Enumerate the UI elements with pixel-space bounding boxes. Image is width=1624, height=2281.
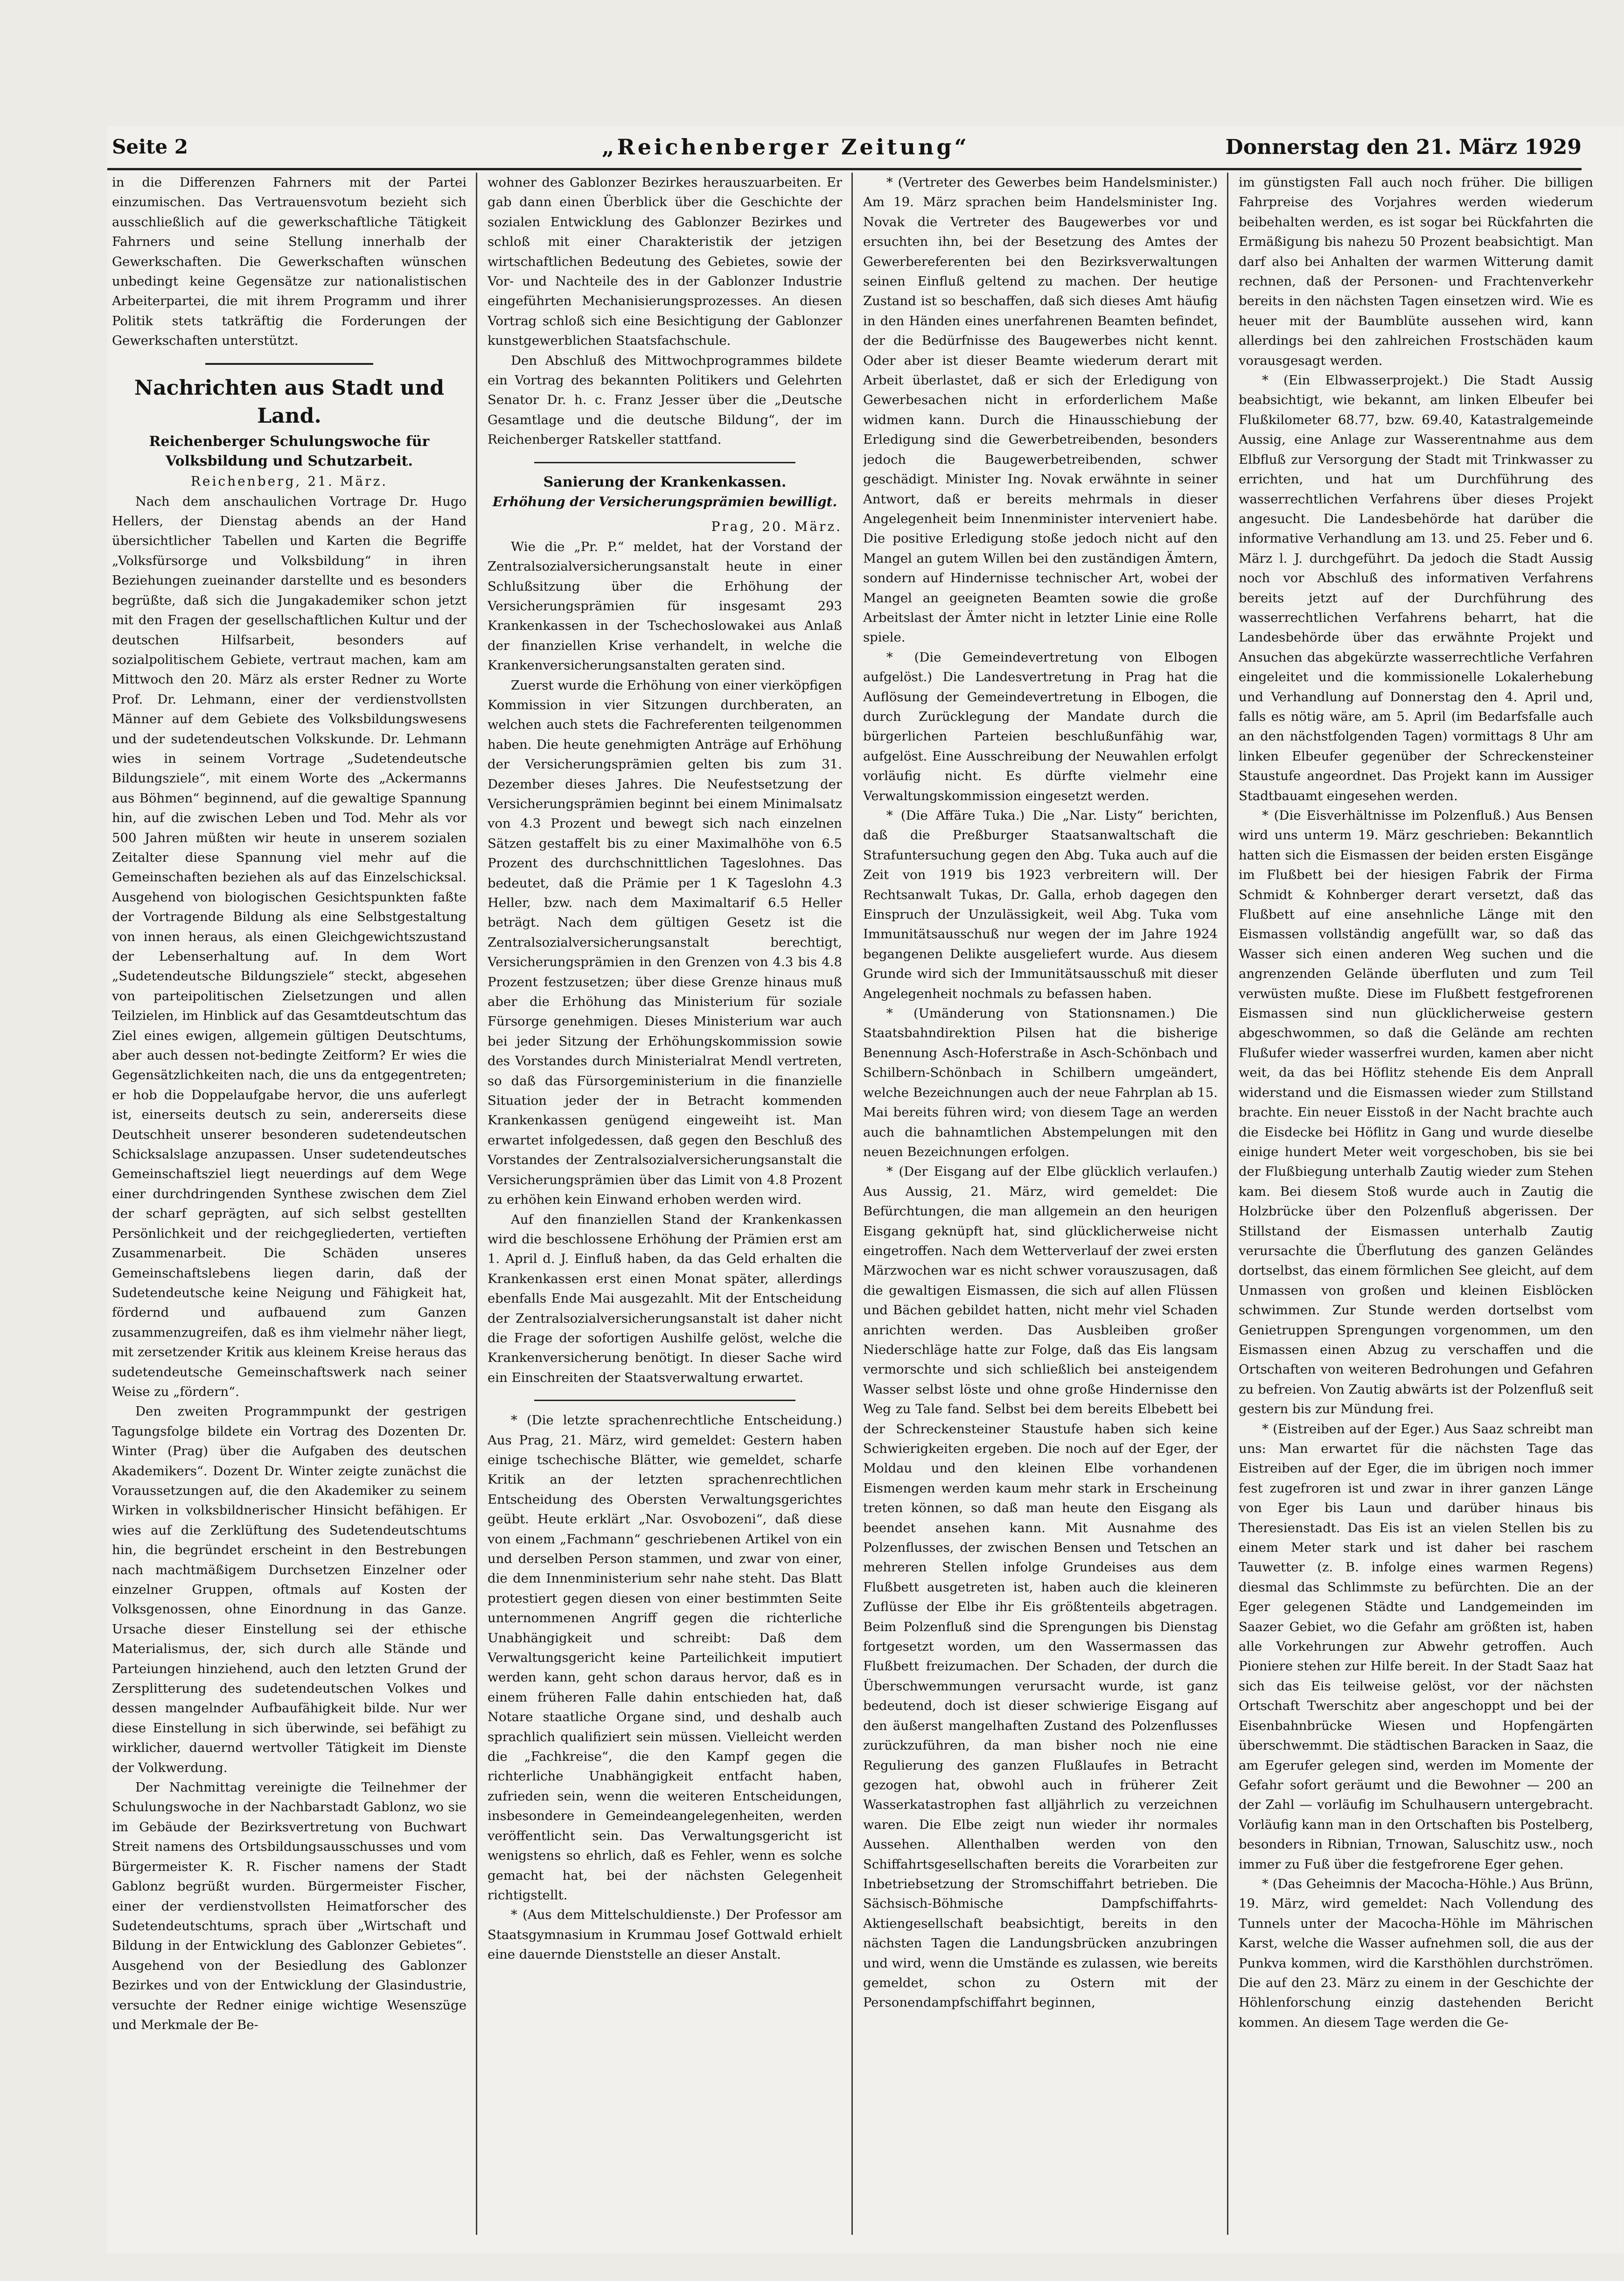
dateline: Reichenberg, 21. März. [190, 473, 388, 489]
column-rule [476, 173, 477, 2235]
article-subtitle: Erhöhung der Versicherungsprämien bewilligt. [492, 494, 837, 509]
page-header [107, 126, 1582, 170]
section-title: Nachrichten aus Stadt und Land. [134, 376, 445, 428]
column-rule [1227, 173, 1228, 2235]
page-number: Seite 2 [112, 135, 188, 158]
article-paragraph: Nach dem anschaulichen Vortrage Dr. Hugo Hellers, der Dienstag abends an der Hand übersichtlicher Tabellen und Karten die Begriffe „Volksfürsorge und Volksbildung“ in ihren Beziehungen zueinander darstellte und es besonders begrüßte, daß sich die Jungakademiker schon jetzt mit den Fragen der gesellschaftlichen Kultur und der deutschen Hilfsarbeit, besonders auf sozialpolitischem Gebiete, vertraut machen, kam am Mittwoch den 20. März als erster Redner zu Worte Prof. Dr. Lehmann, einer der verdienstvollsten Männer auf dem Gebiete des Volksbildungswesens und der sudetendeutschen Volkskunde. Dr. Lehmann wies in seinem Vortrage „Sudetendeutsche Bildungsziele“, mit einem Worte des „Ackermanns aus Böhmen“ beginnend, auf die gewaltige Spannung hin, auf die zwischen Leben und Tod. Mehr als vor 500 Jahren müßten wir heute in unserem sozialen Zeitalter diese Spannung viel mehr auf die Gemeinschaften beziehen als auf das Einzelschicksal. Ausgehend von biologischen Gesichtspunkten faßte der Vortragende Bildung als eine Selbstgestaltung von innen heraus, als einen Gleichgewichtszustand der Lebenserhaltung auf. In dem Wort „Sudetendeutsche Bildungsziele“ steckt, abgesehen von parteipolitischen Zielsetzungen und allen Teilzielen, im Hinblick auf das Gesamtdeutschtum das Ziel eines ewigen, allgemein gültigen Deutschtums, aber auch dessen not-bedingte Zeitform? Er wies die Gegensätzlichkeiten nach, die uns da entgegentreten; er hob die Doppelaufgabe hervor, die uns auferlegt ist, einerseits deutsch zu sein, andererseits diese Deutschheit unserer besonderen sudetendeutschen Schicksalslage anzupassen. Unser sudetendeutsches Gemeinschaftsziel liegt neuerdings auf dem Wege einer durchdringenden Synthese zwischen dem Ziel der scharf geprägten, auf sich selbst gestellten Persönlichkeit und der reichgegliederten, vertieften Zusammenarbeit. Die Schäden unseres Gemeinschaftslebens liegen darin, daß der Sudetendeutsche keine Neigung und Fähigkeit hat, fördernd und aufbauend zum Ganzen zusammenzugreifen, daß es ihm vielmehr näher liegt, mit zersetzender Kritik aus kleinem Kreise heraus das sudetendeutsche Gemeinschaftswerk nach seiner Weise zu „fördern“. [112, 494, 467, 1399]
article-paragraph: Den zweiten Programmpunkt der gestrigen Tagungsfolge bildete ein Vortrag des Dozenten Dr. Winter (Prag) über die Aufgaben des deutschen Akademikers“. Dozent Dr. Winter zeigte zunächst die Voraussetzungen auf, die den Akademiker zu seinem Wirken in volksbildnerischer Hinsicht befähigen. Er wies auf die Zerklüftung des Sudetendeutschtums hin, die begründet erscheint in den Bestrebungen nach machtmäßigem Durchsetzen Einzelner oder einzelner Gruppen, oftmals auf Kosten der Volksgenossen, ohne Einordnung in das Ganze. Ursache dieser Einstellung sei der ethische Materialismus, der, sich durch alle Stände und Parteiungen hinziehend, auch den letzten Grund der Zersplitterung des sudetendeutschen Volkes und dessen mangelnder Aufbaufähigkeit bilde. Nur wer diese Einstellung in sich überwinde, sei befähigt zu wirklicher, dauernd wertvoller Tätigkeit im Dienste der Volkwerdung. [112, 1404, 467, 1775]
divider [534, 462, 795, 463]
news-item: * (Die Affäre Tuka.) Die „Nar. Listy“ berichten, daß die Preßburger Staatsanwaltschaft die Strafuntersuchung gegen den Abg. Tuka auch auf die Zeit von 1919 bis 1923 verbreitern will. Der Rechtsanwalt Tukas, Dr. Galla, erhob dagegen den Einspruch der Unzulässigkeit, weil Abg. Tuka vom Immunitätsausschuß nur wegen der im Jahre 1924 begangenen Delikte ausgeliefert wurde. Aus diesem Grunde wird sich der Immunitätsausschuß mit dieser Angelegenheit nochmals zu befassen haben. [863, 808, 1218, 1001]
newspaper-page [107, 126, 1624, 2253]
article-continuation: in die Differenzen Fahrners mit der Partei einzumischen. Das Vertrauensvotum bezieht sich ausschließlich auf die gewerkschaftliche Tätigkeit Fahrners und seine Stellung innerhalb der Gewerkschaften. Die Gewerkschaften wünschen unbedingt keine Gegensätze zur nationalistischen Arbeiterpartei, die mit ihrem Programm und ihrer Politik stets tatkräftig die Forderungen der Gewerkschaften unterstützt. [112, 175, 467, 349]
article-title: Reichenberger Schulungswoche für Volksbildung und Schutzarbeit. [149, 433, 430, 469]
article-paragraph: Wie die „Pr. P.“ meldet, hat der Vorstand der Zentralsozialversicherungsanstalt heute in einer Schlußsitzung über die Erhöhung der Versicherungsprämien für insgesamt 293 Krankenkassen in der Tschechoslowakei aus Anlaß der finanziellen Krise verhandelt, in welche die Krankenversicherungsanstalten geraten sind. [488, 539, 842, 673]
column-rule [851, 173, 853, 2235]
divider [534, 1400, 795, 1401]
article-continuation: wohner des Gablonzer Bezirkes herauszuarbeiten. Er gab dann einen Überblick über die Geschichte der sozialen Entwicklung des Gablonzer Bezirkes und schloß mit einer Charakteristik der jetzigen wirtschaftlichen Bedeutung des Gebietes, sowie der Vor- und Nachteile des in der Gablonzer Industrie eingeführten Mechanisierungsprozesses. An diesen Vortrag schloß sich eine Besichtigung der Gablonzer kunstgewerblichen Staatsfachschule. [488, 175, 842, 349]
dateline: Prag, 20. März. [711, 518, 842, 534]
news-item: * (Die letzte sprachenrechtliche Entscheidung.) Aus Prag, 21. März, wird gemeldet: Gestern haben einige tschechische Blätter, wie gemeldet, scharfe Kritik an der letzten sprachenrechtlichen Entscheidung des Obersten Verwaltungsgerichtes geübt. Heute erklärt „Nar. Osvobozeni“, daß diese von einem „Fachmann“ geschriebenen Artikel von ein und derselben Person stammen, und zwar von einer, die dem Innenministerium sehr nahe steht. Das Blatt protestiert gegen diesen von einer bestimmten Seite unternommenen Angriff gegen die richterliche Unabhängigkeit und schreibt: Daß dem Verwaltungsgericht keine Parteilichkeit imputiert werden kann, geht schon daraus hervor, daß es in einem früheren Falle dahin entschieden hat, daß Notare staatliche Organe sind, und deshalb auch sprachlich qualifiziert sein müssen. Vielleicht werden die „Fachkreise“, die den Kampf gegen die richterliche Unabhängigkeit entfacht haben, zufrieden sein, wenn die weiteren Entscheidungen, insbesondere in Gemeindeangelegenheiten, werden veröffentlicht sein. Das Verwaltungsgericht ist wenigstens so ehrlich, daß es Fehler, wenn es solche gemacht hat, bei der nächsten Gelegenheit richtigstellt. [488, 1413, 842, 1903]
news-item: * (Ein Elbwasserprojekt.) Die Stadt Aussig beabsichtigt, wie bekannt, am linken Elbeufer bei Flußkilometer 68.77, bzw. 69.40, Katastralgemeinde Aussig, eine Anlage zur Wasserentnahme aus dem Elbfluß zur Versorgung der Stadt mit Trinkwasser zu errichten, und hat um Durchführung des wasserrechtlichen Verfahrens über dieses Projekt angesucht. Die Landesbehörde hat darüber die informative Verhandlung am 13. und 25. Feber und 6. März l. J. durchgeführt. Da jedoch die Stadt Aussig noch vor Abschluß des informativen Verfahrens bereits jetzt auf der Durchführung des wasserrechtlichen Verfahrens beharrt, hat die Landesbehörde über das erwähnte Projekt und Ansuchen das abgekürzte wasserrechtliche Verfahren eingeleitet und die kommissionelle Lokalerhebung und Verhandlung auf Donnerstag den 4. April und, falls es nötig wäre, am 5. April (im Bedarfsfalle auch an den nächstfolgenden Tagen) vormittags 8 Uhr am linken Elbeufer gegenüber der Schreckensteiner Staustufe angeordnet. Das Projekt kann im Aussiger Stadtbauamt eingesehen werden. [1239, 373, 1593, 803]
article-continuation: im günstigsten Fall auch noch früher. Die billigen Fahrpreise des Vorjahres werden wiederum beibehalten werden, es ist sogar bei Rückfahrten die Ermäßigung bis nahezu 50 Prozent beabsichtigt. Man darf also bei Anhalten der warmen Witterung damit rechnen, daß der Personen- und Frachtenverkehr bereits in den nächsten Tagen einsetzen wird. Wie es heuer mit der Baumblüte aussehen wird, kann allerdings bei den zahlreichen Frostschäden kaum vorausgesagt werden. [1239, 175, 1593, 368]
divider [205, 363, 373, 365]
news-item: * (Die Gemeindevertretung von Elbogen aufgelöst.) Die Landesvertretung in Prag hat die Auflösung der Gemeindevertretung in Elbogen, die durch Zurücklegung der Mandate durch die bürgerlichen Parteien beschlußunfähig war, aufgelöst. Eine Ausschreibung der Neuwahlen erfolgt vorläufig nicht. Es dürfte vielmehr eine Verwaltungskommission eingesetzt werden. [863, 649, 1218, 803]
issue-date: Donnerstag den 21. März 1929 [1225, 135, 1582, 159]
column-3 [863, 173, 1218, 2235]
article-paragraph: Auf den finanziellen Stand der Krankenkassen wird die beschlossene Erhöhung der Prämien erst am 1. April d. J. Einfluß haben, da das Geld erhalten die Krankenkassen erst einen Monat später, allerdings ebenfalls Ende Mai ausgezahlt. Mit der Entscheidung der Zentralsozialversicherungsanstalt ist daher nicht die Frage der sofortigen Aushilfe gelöst, welche die Krankenversicherung benötigt. In dieser Sache wird ein Einschreiten der Staatsverwaltung erwartet. [488, 1212, 842, 1385]
news-item: * (Umänderung von Stationsnamen.) Die Staatsbahndirektion Pilsen hat die bisherige Benennung Asch-Hoferstraße in Asch-Schönbach und Schilbern-Schönbach in Schilbern umgeändert, welche Bezeichnungen auch der neue Fahrplan ab 15. Mai bereits führen wird; von diesem Tage an werden auch die bahnamtlichen Abstempelungen mit den neuen Bezeichnungen erfolgen. [863, 1006, 1218, 1159]
article-paragraph: Den Abschluß des Mittwochprogrammes bildete ein Vortrag des bekannten Politikers und Gelehrten Senator Dr. h. c. Franz Jesser über die „Deutsche Gesamtlage und die deutsche Bildung“, der im Reichenberger Ratskeller stattfand. [488, 353, 842, 447]
news-item: * (Eistreiben auf der Eger.) Aus Saaz schreibt man uns: Man erwartet für die nächsten Tage das Eistreiben auf der Eger, die im übrigen noch immer fest zugefroren ist und zwar in ihrer ganzen Länge von Eger bis Laun und darüber hinaus bis Theresienstadt. Das Eis ist an vielen Stellen bis zu einem Meter stark und ist daher bei raschem Tauwetter (z. B. infolge eines warmen Regens) diesmal das Schlimmste zu befürchten. Die an der Eger gelegenen Städte und Landgemeinden im Saazer Gebiet, wo die Gefahr am größten ist, haben alle Vorkehrungen zur Abwehr getroffen. Auch Pioniere stehen zur Hilfe bereit. In der Stadt Saaz hat sich das Eis teilweise gelöst, vor der nächsten Ortschaft Twerschitz aber angeschoppt und bei der Eisenbahnbrücke Wiesen und Hopfengärten überschwemmt. Die städtischen Baracken in Saaz, die am Egerufer gelegen sind, werden im Momente der Gefahr sofort geräumt und die Bewohner — 200 an der Zahl — vorläufig im Schulhausern untergebracht. Vorläufig kann man in den Ortschaften bis Postelberg, besonders in Ribnian, Trnowan, Saluschitz usw., noch immer zu Fuß über die festgefrorene Eger gehen. [1239, 1421, 1593, 1872]
news-item: * (Das Geheimnis der Macocha-Höhle.) Aus Brünn, 19. März, wird gemeldet: Nach Vollendung des Tunnels unter der Macocha-Höhle im Mährischen Karst, welche die Wasser aufnehmen soll, die aus der Punkva kommen, wird die Karsthöhlen durchströmen. Die auf den 23. März zu einem in der Geschichte der Höhlenforschung einzig dastehenden Bericht kommen. An diesem Tage werden die Ge- [1239, 1876, 1593, 2030]
news-item: * (Vertreter des Gewerbes beim Handelsminister.) Am 19. März sprachen beim Handelsminister Ing. Novak die Vertreter des Baugewerbes vor und ersuchten ihn, bei der Besetzung des Amtes der Gewerbereferenten bei den Bezirksverwaltungen seinen Einfluß geltend zu machen. Der heutige Zustand ist so beschaffen, daß sich dieses Amt häufig in den Händen eines unerfahrenen Beamten befindet, der die Bedürfnisse des Baugewerbes nicht kennt. Oder aber ist dieser Beamte wiederum derart mit Arbeit überlastet, daß er sich der Erledigung von Gewerbesachen nicht in erforderlichem Maße widmen kann. Durch die Hinausschiebung der Erledigung sind die Gewerbetreibenden, besonders jedoch die Baugewerbetreibenden, schwer geschädigt. Minister Ing. Novak erwähnte in seiner Antwort, daß er bereits mehrmals in dieser Angelegenheit beim Innenminister interveniert habe. Die positive Erledigung stoße jedoch nicht auf den Mangel an gutem Willen bei den zuständigen Ämtern, sondern auf Hindernisse technischer Art, wobei der Mangel an geeigneten Beamten sowie die große Arbeitslast der Ämter nicht in letzter Linie eine Rolle spiele. [863, 175, 1218, 645]
column-2 [488, 173, 842, 2235]
article-paragraph: Zuerst wurde die Erhöhung von einer vierköpfigen Kommission in vier Sitzungen durchberaten, an welchen auch stets die Fachreferenten teilgenommen haben. Die heute genehmigten Anträge auf Erhöhung der Versicherungsprämien gelten bis zum 31. Dezember dieses Jahres. Die Neufestsetzung der Versicherungsprämien beginnt bei einem Minimalsatz von 4.3 Prozent und bewegt sich nach einzelnen Sätzen gestaffelt bis zu einer Maximalhöhe von 6.5 Prozent des durchschnittlichen Tageslohnes. Das bedeutet, daß die Prämie per 1 K Tageslohn 4.3 Heller, bzw. nach dem Maximaltarif 6.5 Heller beträgt. Nach dem gültigen Gesetz ist die Zentralsozialversicherungsanstalt berechtigt, Versicherungsprämien in den Grenzen von 4.3 bis 4.8 Prozent festzusetzen; über diese Grenze hinaus muß aber die Erhöhung das Ministerium für soziale Fürsorge genehmigen. Dieses Ministerium war auch bei jeder Sitzung der Erhöhungskommission sowie des Vorstandes durch Ministerialrat Mendl vertreten, so daß das Fürsorgeministerium in die finanzielle Situation jeder der in Betracht kommenden Krankenkassen genügend eingeweiht ist. Man erwartet infolgedessen, daß gegen den Beschluß des Vorstandes der Zentralsozialversicherungsanstalt die Versicherungsprämien über das Limit von 4.8 Prozent zu erhöhen kein Einwand erhoben werden wird. [488, 677, 842, 1207]
article-title: Sanierung der Krankenkassen. [543, 474, 787, 490]
column-4 [1239, 173, 1593, 2235]
masthead: „Reichenberger Zeitung“ [602, 134, 970, 160]
column-1 [112, 173, 467, 2235]
article-paragraph: Der Nachmittag vereinigte die Teilnehmer der Schulungswoche in der Nachbarstadt Gablonz, wo sie im Gebäude der Bezirksvertretung von Buchwart Streit namens des Ortsbildungsausschusses und vom Bürgermeister K. R. Fischer namens der Stadt Gablonz begrüßt wurden. Bürgermeister Fischer, einer der verdienstvollsten Heimatforscher des Sudetendeutschtums, sprach über „Wirtschaft und Bildung in der Entwicklung des Gablonzer Gebietes“. Ausgehend von der Besiedlung des Gablonzer Bezirkes und von der Entwicklung der Glasindustrie, versuchte der Redner einige wichtige Wesenszüge und Merkmale der Be- [112, 1780, 467, 2032]
news-item: * (Die Eisverhältnisse im Polzenfluß.) Aus Bensen wird uns unterm 19. März geschrieben: Bekanntlich hatten sich die Eismassen der beiden ersten Eisgänge im Flußbett bei der hiesigen Fabrik der Firma Schmidt & Kohnberger derart versetzt, daß das Flußbett auf eine ansehnliche Länge mit den Eismassen vollständig angefüllt war, so daß das Wasser sich einen anderen Weg suchen und die angrenzenden Gelände überfluten und zum Teil verwüsten mußte. Diese im Flußbett festgefrorenen Eismassen sind nun glücklicherweise gestern abgeschwommen, so daß die Gelände am rechten Flußufer wieder wasserfrei wurden, kamen aber nicht weit, da das bei Höflitz stehende Eis dem Anprall widerstand und die Eismassen wieder zum Stillstand brachte. Ein neuer Eisstoß in der Nacht brachte auch die Eisdecke bei Höflitz in Gang und wurde dieselbe einige hundert Meter weit vorgeschoben, bis sie bei der Flußbiegung unterhalb Zautig wieder zum Stehen kam. Bei diesem Stoß wurde auch in Zautig die Holzbrücke über den Polzenfluß abgerissen. Der Stillstand der Eismassen unterhalb Zautig verursachte die Überflutung des ganzen Geländes dortselbst, das einem förmlichen See gleicht, auf dem Unmassen von großen und kleinen Eisblöcken schwimmen. Zur Stunde werden dortselbst vom Genietruppen Sprengungen vorgenommen, um den Eismassen einen Abzug zu verschaffen und die Ortschaften von weiteren Bedrohungen und Gefahren zu befreien. Von Zautig abwärts ist der Polzenfluß seit gestern bis zur Mündung frei. [1239, 808, 1593, 1417]
news-item: * (Der Eisgang auf der Elbe glücklich verlaufen.) Aus Aussig, 21. März, wird gemeldet: Die Befürchtungen, die man allgemein an den heurigen Eisgang geknüpft hat, sind glücklicherweise nicht eingetroffen. Nach dem Wetterverlauf der zwei ersten Märzwochen war es nicht schwer vorauszusagen, daß die gewaltigen Eismassen, die sich auf allen Flüssen und Bächen gebildet hatten, nicht mehr viel Schaden anrichten werden. Das Ausbleiben großer Niederschläge hatte zur Folge, daß das Eis langsam vermorschte und sich schließlich bei ansteigendem Wasser selbst löste und ohne große Hindernisse den Weg zu Tale fand. Selbst bei dem bereits Elbebett bei der Schreckensteiner Staustufe haben sich keine Schwierigkeiten ergeben. Die noch auf der Eger, der Moldau und den kleinen Elbe vorhandenen Eismengen werden kaum mehr stark in Erscheinung treten können, so daß man heute den Eisgang als beendet ansehen kann. Mit Ausnahme des Polzenflusses, der zwischen Bensen und Tetschen an mehreren Stellen infolge Grundeises aus dem Flußbett ausgetreten ist, haben auch die kleineren Zuflüsse der Elbe ihr Eis größtenteils abgetragen. Beim Polzenfluß sind die Sprengungen bis Dienstag fortgesetzt worden, um den Wassermassen das Flußbett freizumachen. Der Schaden, der durch die Überschwemmungen verursacht wurde, ist ganz bedeutend, doch ist dieser schwierige Eisgang auf den äußerst mangelhaften Zustand des Polzenflusses zurückzuführen, da man bisher noch nie eine Regulierung des ganzen Flußlaufes in Betracht gezogen hat, obwohl auch in früherer Zeit Wasserkatastrophen fast alljährlich zu verzeichnen waren. Die Elbe zeigt nun wieder ihr normales Aussehen. Allenthalben werden von den Schiffahrtsgesellschaften bereits die Vorarbeiten zur Inbetriebsetzung der Stromschiffahrt betrieben. Die Sächsisch-Böhmische Dampfschiffahrts-Aktiengesellschaft beabsichtigt, bereits in den nächsten Tagen die Landungsbrücken anzubringen und wird, wenn die Umstände es zulassen, wie bereits gemeldet, schon zu Ostern mit der Personendampfschiffahrt beginnen, [863, 1164, 1218, 2010]
news-item: * (Aus dem Mittelschuldienste.) Der Professor am Staatsgymnasium in Krummau Josef Gottwald erhielt eine dauernde Dienststelle an dieser Anstalt. [488, 1907, 842, 1962]
